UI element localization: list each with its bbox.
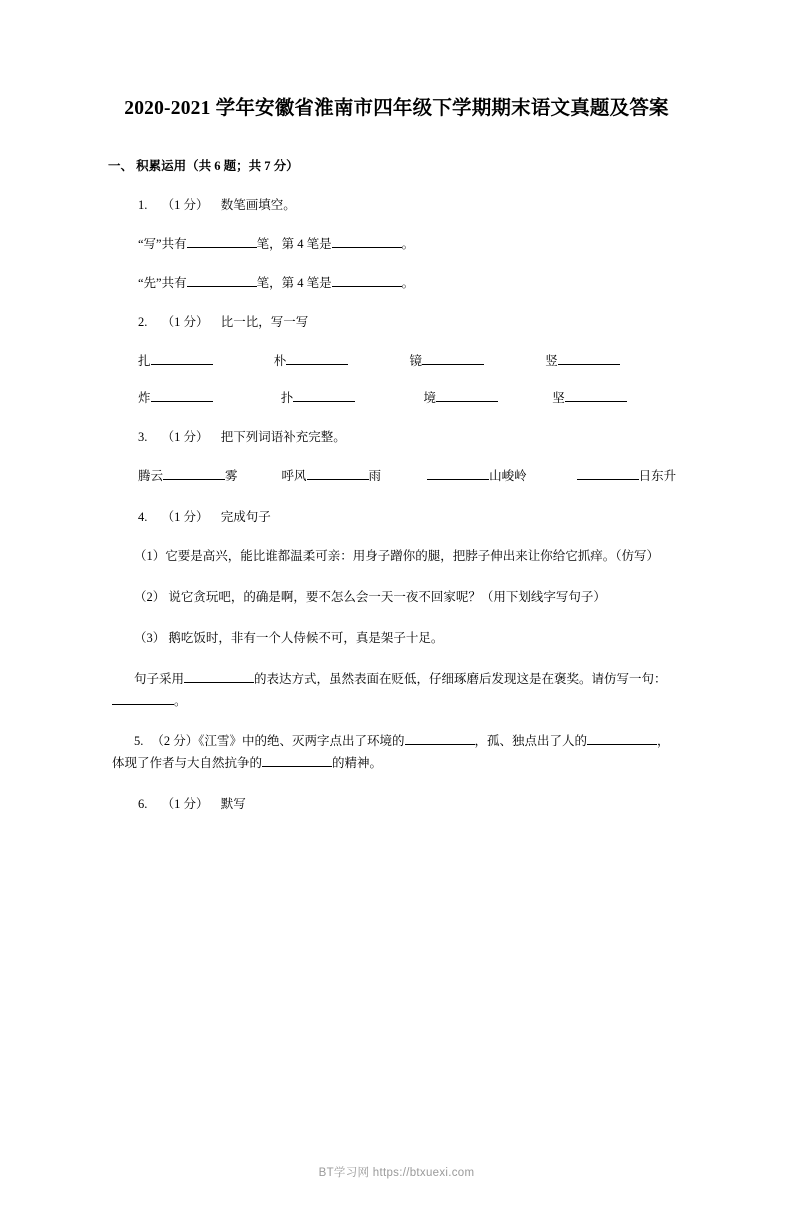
char-pair-cell	[552, 388, 681, 408]
fill-blank	[163, 479, 225, 480]
fill-blank	[558, 364, 620, 365]
q5-b: ，孤、独点出了人的	[474, 734, 588, 749]
idiom-3-b: 山峻岭	[489, 469, 527, 484]
question-5-number: 5.	[134, 734, 144, 749]
fill-blank	[587, 744, 657, 745]
question-3-text: 把下列词语补充完整。	[220, 430, 346, 445]
fill-blank	[422, 364, 484, 365]
fill-blank	[436, 401, 498, 402]
idiom-1-b: 雾	[225, 469, 238, 484]
char-pair-cell	[410, 388, 553, 408]
fill-blank	[151, 364, 213, 365]
q5-a: 《江雪》中的绝、灭两字点出了环境的	[198, 734, 405, 749]
idiom-2-b: 雨	[368, 469, 382, 484]
q5-c: ，体现了作者与大自然抗争的	[112, 734, 670, 771]
fill-blank	[286, 364, 348, 365]
char-pair-cell	[138, 351, 274, 371]
q1-l2-a: “先”共有	[138, 276, 187, 291]
char: 朴	[273, 354, 287, 369]
fill-blank	[151, 401, 213, 402]
char: 竖	[545, 354, 558, 369]
question-1-prompt	[138, 195, 681, 215]
question-4-number: 4.	[138, 510, 148, 524]
q1-l1-b: 笔，第 4 笔是	[256, 237, 332, 252]
question-1-line-2	[138, 273, 681, 293]
q1-l1-c: 。	[401, 237, 415, 252]
idiom-4-b: 日东	[638, 469, 664, 484]
page-title: 2020-2021 学年安徽省淮南市四年级下学期期末语文真题及答案	[124, 98, 669, 119]
question-5	[112, 731, 681, 775]
idiom-4-c: 升	[663, 469, 677, 484]
question-2-score: （1 分）	[161, 315, 209, 330]
q1-l2-b: 笔，第 4 笔是	[256, 276, 332, 291]
question-2-row-1	[138, 351, 681, 371]
char: 坚	[552, 391, 565, 406]
q4-s4-c: 。	[174, 693, 187, 708]
question-6-prompt	[138, 794, 681, 814]
question-1-text: 数笔画填空。	[220, 198, 296, 213]
question-1-line-1	[138, 234, 681, 254]
fill-blank	[112, 704, 174, 705]
char-pair-cell	[267, 388, 410, 408]
char: 镜	[409, 354, 423, 369]
question-3-idioms	[138, 466, 681, 488]
fill-blank	[405, 744, 475, 745]
question-2-text: 比一比，写一写	[220, 315, 309, 330]
fill-blank	[332, 247, 402, 248]
section-heading: 一、 积累运用（共 6 题；共 7 分）	[108, 159, 299, 174]
fill-blank	[577, 479, 639, 480]
fill-blank	[332, 286, 402, 287]
footer-watermark: BT学习网 https://btxuexi.com	[318, 1167, 475, 1179]
idiom-2-a: 呼风	[281, 469, 307, 484]
question-5-score: （2 分）	[151, 734, 199, 749]
fill-blank	[293, 401, 355, 402]
question-1-score: （1 分）	[161, 198, 209, 213]
question-2-row-2	[138, 388, 681, 408]
fill-blank	[307, 479, 369, 480]
question-4-text: 完成句子	[220, 510, 271, 524]
q4-s4-a: 句子采用	[134, 671, 185, 686]
char-pair-cell	[410, 351, 546, 371]
question-4-sub-3: （3） 鹅吃饭时，非有一个人侍候不可，真是架子十足。	[134, 630, 444, 645]
fill-blank	[427, 479, 489, 480]
char-pair-cell	[138, 388, 267, 408]
question-4-sub-1: （1）它要是高兴，能比谁都温柔可亲：用身子蹭你的腿，把脖子伸出来让你给它抓痒。（仿写）	[134, 549, 660, 563]
question-6-score: （1 分）	[161, 797, 209, 812]
question-3-score: （1 分）	[161, 430, 209, 445]
fill-blank	[262, 766, 332, 767]
question-2-number: 2.	[138, 315, 148, 330]
char: 扎	[138, 354, 151, 369]
idiom-1-a: 腾云	[138, 469, 164, 484]
question-1-number: 1.	[138, 198, 148, 213]
idiom-3	[427, 466, 527, 488]
idiom-2	[282, 466, 382, 488]
question-4-prompt	[138, 507, 681, 527]
question-2-prompt	[138, 312, 681, 332]
question-4-score: （1 分）	[161, 510, 209, 524]
idiom-1	[138, 466, 238, 488]
idiom-4	[577, 466, 664, 488]
fill-blank	[187, 286, 257, 287]
q1-l2-c: 。	[401, 276, 415, 291]
question-4-sub-2: （2） 说它贪玩吧，的确是啊，要不怎么会一天一夜不回家呢？（用下划线字写句子）	[134, 589, 606, 604]
question-3-number: 3.	[138, 430, 148, 445]
char: 境	[423, 391, 437, 406]
question-6-number: 6.	[138, 797, 148, 812]
fill-blank	[565, 401, 627, 402]
question-4-sub-4	[112, 669, 681, 713]
q5-d: 的精神。	[332, 756, 383, 771]
char: 炸	[138, 391, 151, 406]
question-6-text: 默写	[220, 797, 246, 812]
char-pair-cell	[545, 351, 681, 371]
char-pair-cell	[274, 351, 410, 371]
fill-blank	[187, 247, 257, 248]
char: 扑	[280, 391, 294, 406]
q1-l1-a: “写”共有	[138, 237, 187, 252]
fill-blank	[184, 682, 254, 683]
question-3-prompt	[138, 427, 681, 447]
document-page	[0, 92, 793, 1214]
q4-s4-b: 的表达方式，虽然表面在贬低，仔细琢磨后发现这是在褒奖。请仿写一句：	[254, 671, 667, 686]
